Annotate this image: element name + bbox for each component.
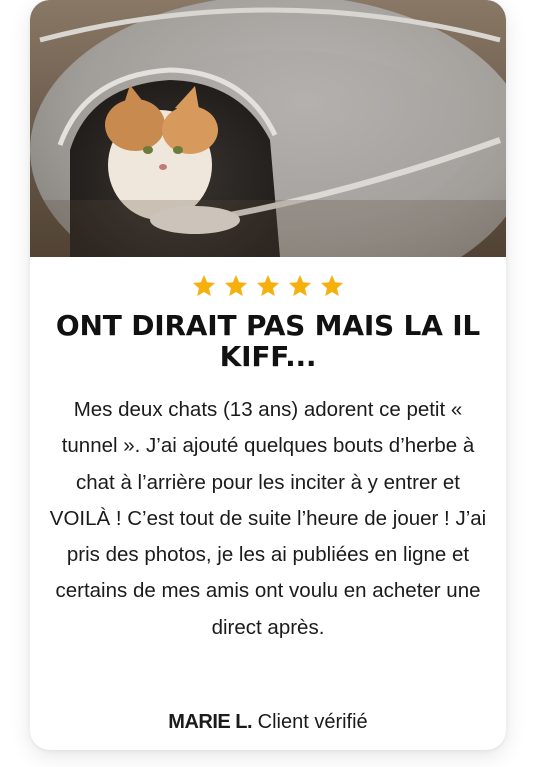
- star-rating: [30, 274, 506, 298]
- author-name: MARIE L.: [168, 711, 253, 733]
- review-author: [30, 708, 506, 736]
- review-photo: [30, 0, 506, 257]
- star-icon: [288, 274, 312, 298]
- review-title: ONT DIRAIT PAS MAIS LA IL KIFF...: [55, 309, 481, 373]
- star-icon: [320, 274, 344, 298]
- verified-badge: Client vérifié: [257, 711, 368, 733]
- review-card: [30, 0, 506, 750]
- star-icon: [256, 274, 280, 298]
- review-text: Mes deux chats (13 ans) adorent ce petit « tunnel ». J’ai ajouté quelques bouts d’herbe à chat à l’arrière pour les inciter à y entrer et VOILÀ ! C’est tout de suite l’heure de jouer ! J’ai pris des photos, je les ai publiées en ligne et certains de mes amis ont voulu en acheter une direct après.: [49, 398, 487, 639]
- star-icon: [224, 274, 248, 298]
- star-icon: [192, 274, 216, 298]
